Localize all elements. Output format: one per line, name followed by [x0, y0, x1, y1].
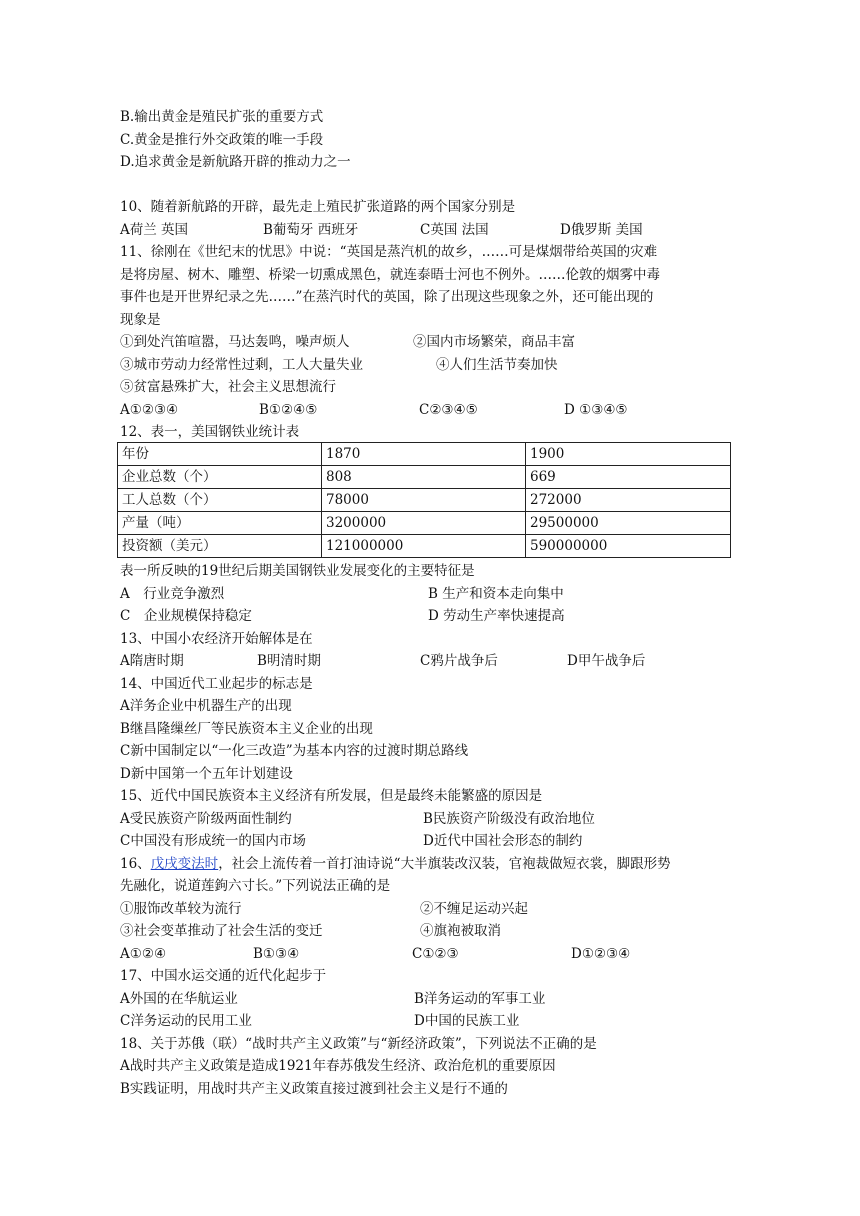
q15-option-b: B民族资产阶级没有政治地位 [423, 810, 595, 827]
table-cell: 3200000 [322, 512, 526, 535]
q16-item-4: ④旗袍被取消 [420, 923, 501, 939]
q15-options-row-1 [120, 808, 740, 831]
q16-option-c: C①②③ [412, 945, 459, 962]
q10-option-b: B葡萄牙 西班牙 [263, 221, 359, 238]
q17-option-d: D中国的民族工业 [414, 1013, 520, 1029]
table-row [118, 466, 731, 489]
table-cell: 669 [526, 466, 731, 489]
q14-option-a: A洋务企业中机器生产的出现 [120, 698, 292, 714]
q12-options-row-1 [120, 583, 740, 606]
q17-option-c: C洋务运动的民用工业 [120, 1013, 252, 1029]
q17-option-b: B洋务运动的军事工业 [414, 990, 546, 1007]
q18-stem: 18、关于苏俄（联）“战时共产主义政策”与“新经济政策”，下列说法不正确的是 [120, 1035, 597, 1052]
q12-option-d: D 劳动生产率快速提高 [428, 608, 565, 624]
table-row [118, 489, 731, 512]
q11-option-b: B①②④⑤ [259, 401, 318, 418]
table-cell: 272000 [526, 489, 731, 512]
q13-option-c: C鸦片战争后 [420, 653, 498, 669]
q10-option-a: A荷兰 英国 [120, 221, 189, 238]
table-cell: 1900 [526, 443, 731, 466]
table-cell: 78000 [322, 489, 526, 512]
q11-stem-line-3: 事件也是开世界纪录之先……”在蒸汽时代的英国，除了出现这些现象之外，还可能出现的 [120, 289, 654, 305]
q9-options [120, 106, 740, 174]
q16-option-d: D①②③④ [571, 945, 631, 962]
q12-question-block [120, 560, 740, 1100]
q13-option-a: A隋唐时期 [120, 653, 184, 669]
q16-items-row-2 [120, 920, 740, 943]
question-10 [120, 196, 740, 241]
q16-stem-rest: ，社会上流传着一首打油诗说“大半旗装改汉装，官袍裁做短衣裳，脚跟形势 [218, 855, 671, 872]
q14-option-b: B继昌隆缫丝厂等民族资本主义企业的出现 [120, 720, 373, 737]
q9-option-b: B.输出黄金是殖民扩张的重要方式 [120, 109, 324, 125]
q15-stem: 15、近代中国民族资本主义经济有所发展，但是最终未能繁盛的原因是 [120, 788, 543, 804]
q15-option-c: C中国没有形成统一的国内市场 [120, 833, 306, 849]
q11-option-d: D ①③④⑤ [564, 401, 628, 418]
q12-option-b: B 生产和资本走向集中 [428, 585, 564, 602]
q11-items-row-1 [120, 331, 740, 354]
table-cell: 121000000 [322, 535, 526, 558]
q10-options [120, 219, 740, 242]
table-row [118, 512, 731, 535]
q12-option-c: C 企业规模保持稳定 [120, 608, 252, 624]
table-cell: 工人总数（个） [118, 489, 322, 512]
q18-option-a: A战时共产主义政策是造成1921年春苏俄发生经济、政治危机的重要原因 [120, 1058, 556, 1074]
table-cell: 企业总数（个） [118, 466, 322, 489]
q16-items-row-1 [120, 898, 740, 921]
q12-option-a: A 行业竞争激烈 [120, 585, 225, 602]
q14-option-c: C新中国制定以“一化三改造”为基本内容的过渡时期总路线 [120, 743, 469, 759]
table-cell: 年份 [118, 443, 322, 466]
q13-stem: 13、中国小农经济开始解体是在 [120, 630, 313, 647]
table-cell: 590000000 [526, 535, 731, 558]
q11-options [120, 399, 740, 422]
table-row [118, 535, 731, 558]
q16-option-b: B①③④ [253, 945, 300, 962]
q17-options-row-2 [120, 1010, 740, 1033]
q14-stem: 14、中国近代工业起步的标志是 [120, 675, 313, 692]
q13-options [120, 650, 740, 673]
q9-option-c: C.黄金是推行外交政策的唯一手段 [120, 131, 324, 148]
q17-stem: 17、中国水运交通的近代化起步于 [120, 968, 327, 984]
table-cell: 产量（吨） [118, 512, 322, 535]
q12-stem-block [120, 421, 740, 444]
q15-option-a: A受民族资产阶级两面性制约 [120, 810, 292, 827]
q16-stem-line-2: 先融化，说道莲鉤六寸长。”下列说法正确的是 [120, 878, 391, 894]
q17-options-row-1 [120, 988, 740, 1011]
q11-item-4: ④人们生活节奏加快 [436, 356, 558, 373]
q11-stem-line-4: 现象是 [120, 311, 161, 328]
q15-options-row-2 [120, 830, 740, 853]
q16-item-1: ①服饰改革较为流行 [120, 900, 242, 917]
q11-item-2: ②国内市场繁荣，商品丰富 [413, 334, 575, 350]
q16-item-2: ②不缠足运动兴起 [420, 900, 528, 917]
table-cell: 投资额（美元） [118, 535, 322, 558]
q17-option-a: A外国的在华航运业 [120, 990, 238, 1007]
q16-option-a: A①②④ [120, 945, 167, 962]
q12-stem: 12、表一，美国钢铁业统计表 [120, 424, 300, 440]
question-11 [120, 241, 740, 421]
q16-options [120, 943, 740, 966]
q10-stem: 10、随着新航路的开辟，最先走上殖民扩张道路的两个国家分别是 [120, 199, 516, 215]
q15-option-d: D近代中国社会形态的制约 [423, 833, 583, 849]
q11-option-a: A①②③④ [120, 401, 179, 418]
q14-option-d: D新中国第一个五年计划建设 [120, 765, 293, 782]
q10-option-d: D俄罗斯 美国 [560, 221, 643, 238]
q11-option-c: C②③④⑤ [419, 401, 478, 418]
q16-item-3: ③社会变革推动了社会生活的变迁 [120, 923, 323, 939]
q11-item-3: ③城市劳动力经常性过剩，工人大量失业 [120, 356, 363, 373]
q11-stem-line-2: 是将房屋、树木、雕塑、桥梁一切熏成黑色，就连泰晤士河也不例外。……伦敦的烟雾中毒 [120, 266, 660, 283]
q12-question: 表一所反映的19世纪后期美国钢铁业发展变化的主要特征是 [120, 563, 475, 579]
table-cell: 808 [322, 466, 526, 489]
q11-items-row-2 [120, 354, 740, 377]
table-header-row [118, 443, 731, 466]
q9-option-d: D.追求黄金是新航路开辟的推动力之一 [120, 154, 351, 170]
q10-option-c: C英国 法国 [420, 221, 489, 238]
q16-number: 16、 [120, 855, 151, 872]
q11-item-1: ①到处汽笛喧嚣，马达轰鸣，噪声烦人 [120, 334, 350, 350]
table-cell: 29500000 [526, 512, 731, 535]
q11-stem-line-1: 11、徐刚在《世纪末的忧思》中说：“英国是蒸汽机的故乡，……可是煤烟带给英国的灾难 [120, 244, 658, 260]
q13-option-d: D甲午战争后 [567, 653, 646, 669]
q11-item-5: ⑤贫富悬殊扩大，社会主义思想流行 [120, 379, 336, 395]
steel-statistics-table [117, 442, 731, 558]
q16-stem-line-1 [120, 853, 740, 876]
table-cell: 1870 [322, 443, 526, 466]
q18-option-b: B实践证明，用战时共产主义政策直接过渡到社会主义是行不通的 [120, 1080, 508, 1097]
wuxu-reform-link[interactable]: 戊戌变法时 [150, 855, 219, 872]
q12-options-row-2 [120, 605, 740, 628]
q13-option-b: B明清时期 [257, 653, 321, 669]
